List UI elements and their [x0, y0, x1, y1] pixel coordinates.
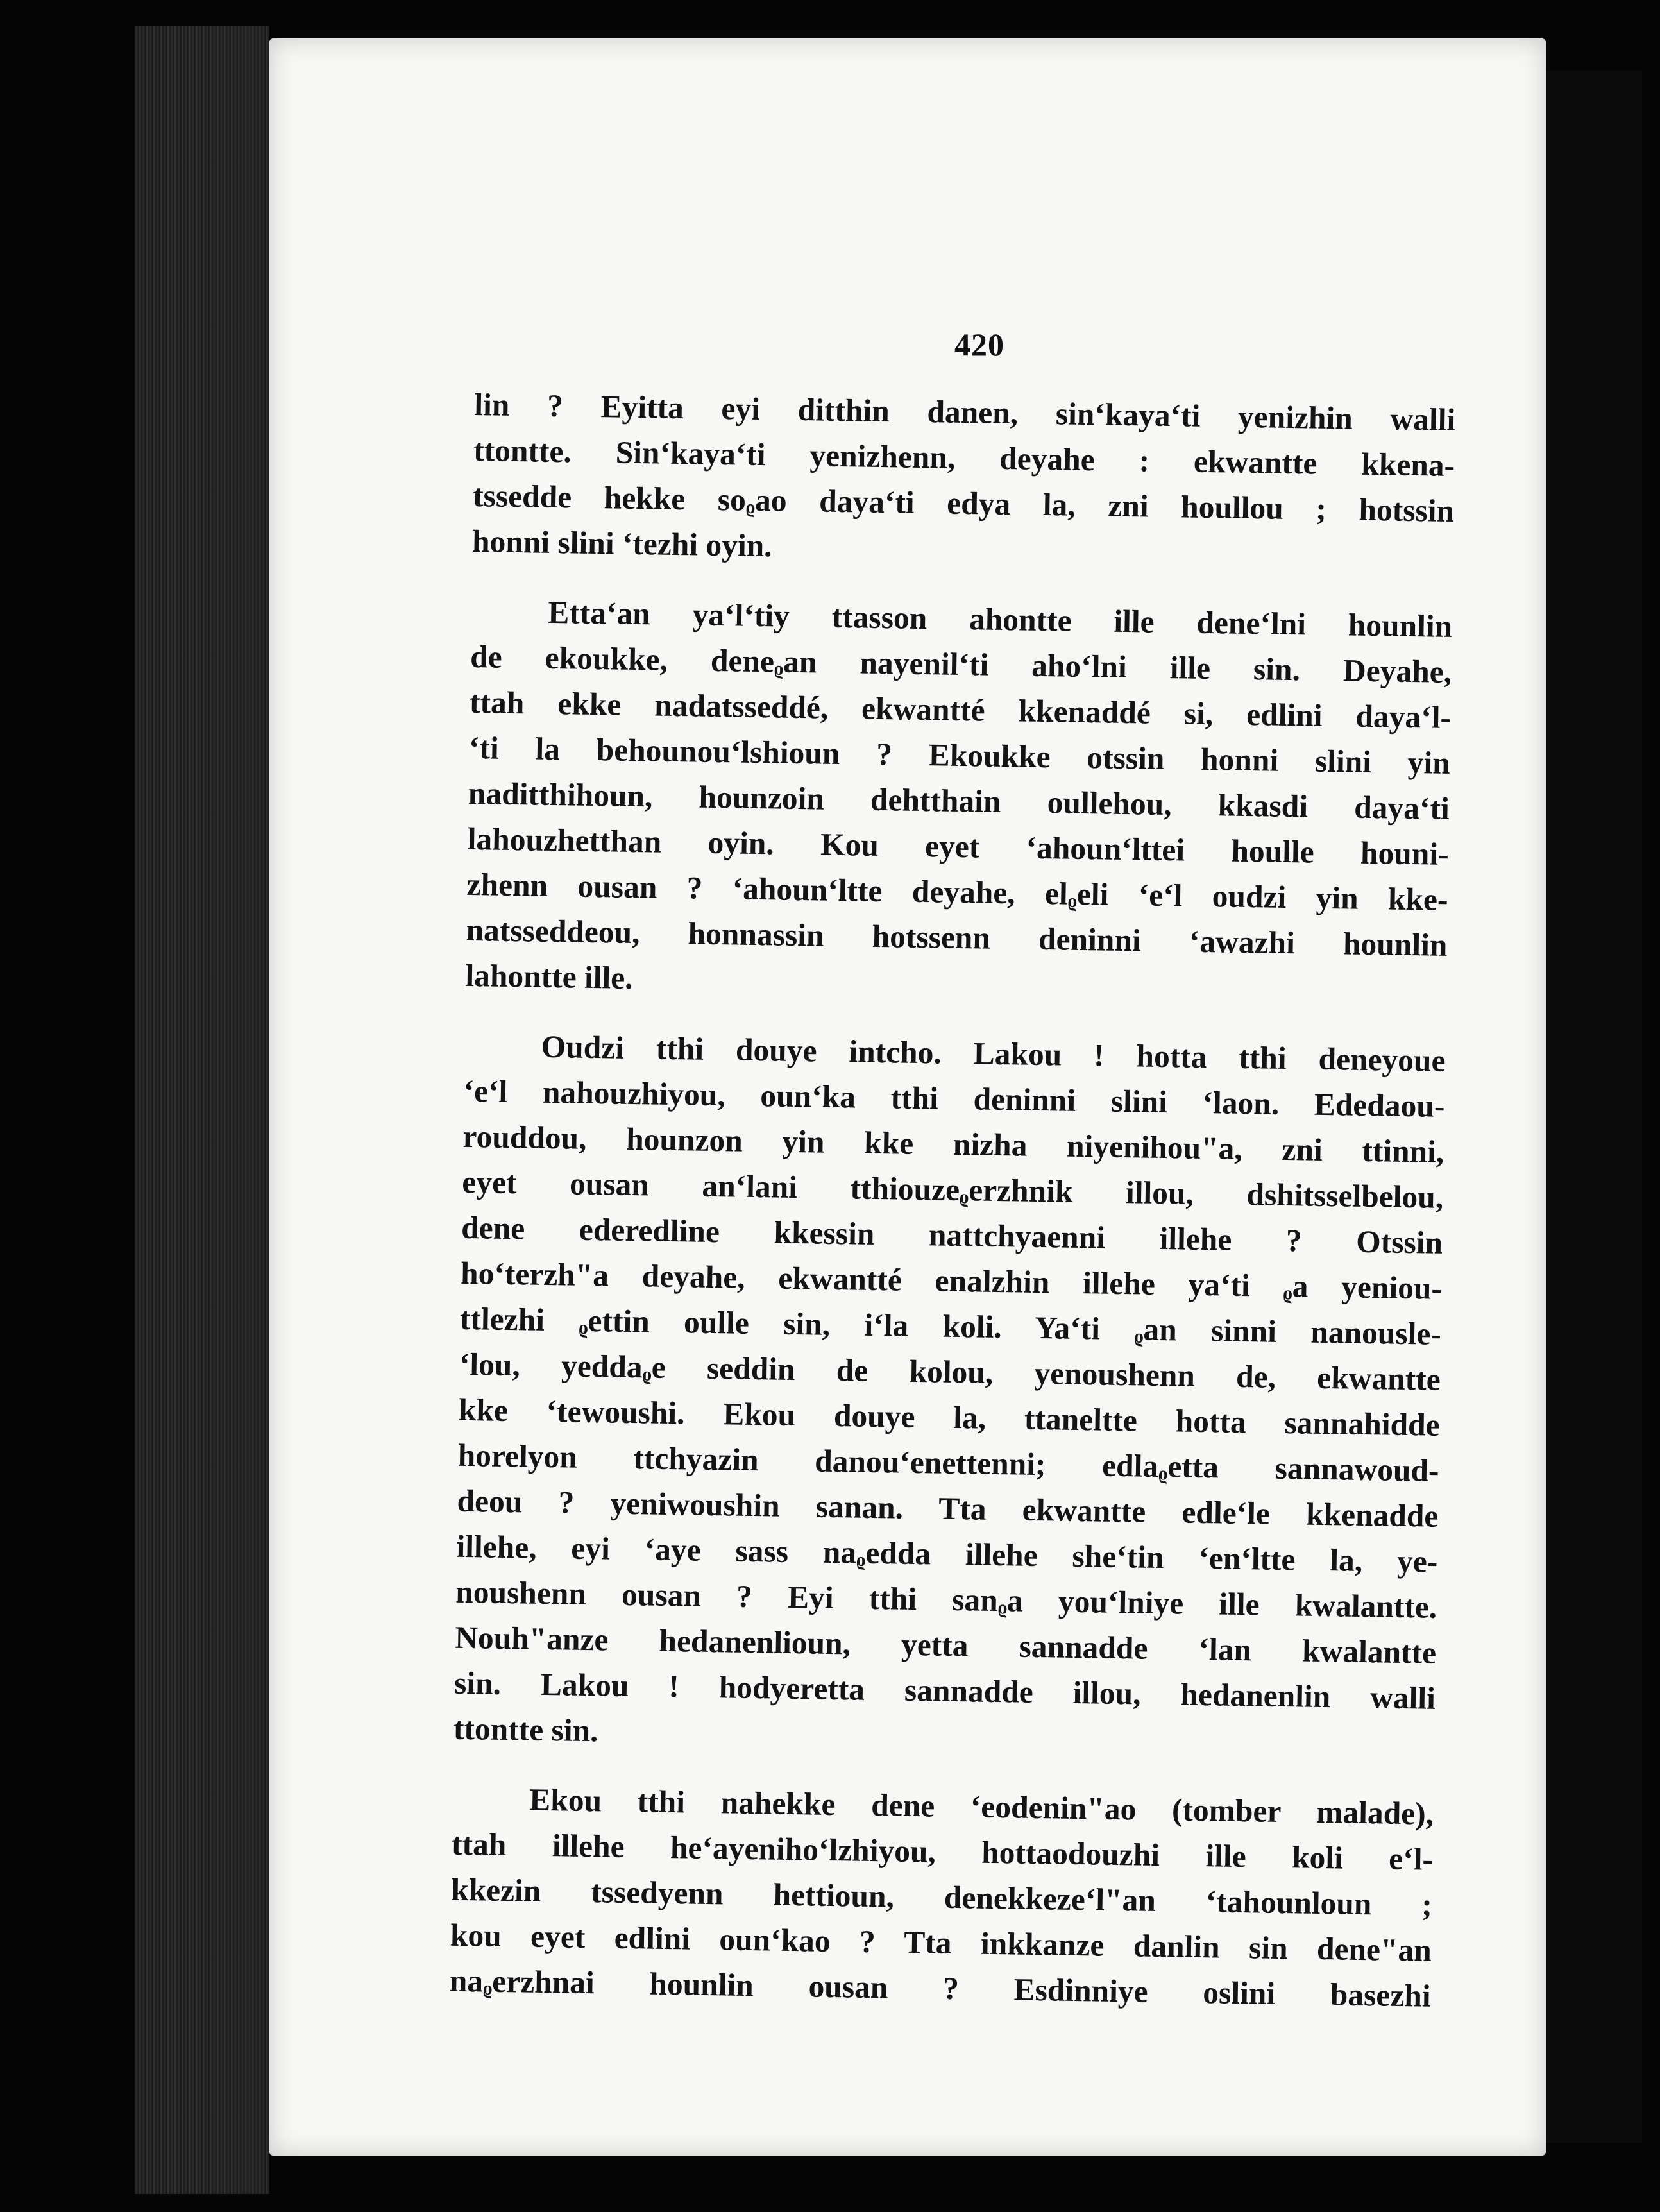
- text-line: ‘lou, yeddaᵨe seddin de kolou, yenoushenn de, ekwantte: [459, 1346, 1441, 1397]
- text-line: ttontte sin.: [453, 1710, 598, 1749]
- text-line: ttah illehe he‘ayeniho‘lzhiyou, hottaodouzhi ille koli e‘l-: [451, 1826, 1434, 1877]
- text-line: eyet ousan an‘lani tthiouzeᵨerzhnik illou, dshitsselbelou,: [461, 1164, 1444, 1215]
- book-page-stack-edge: [135, 26, 269, 2194]
- text-line: horelyon ttchyazin danou‘enettenni; edlaᵨetta sannawoud-: [457, 1437, 1439, 1488]
- text-line: noushenn ousan ? Eyi tthi sanᵨa you‘lniye ille kwalantte.: [455, 1574, 1437, 1625]
- text-line: kou eyet edlini oun‘kao ? Tta inkkanze danlin sin dene"an: [450, 1917, 1432, 1968]
- text-line: ‘e‘l nahouzhiyou, oun‘ka tthi deninni slini ‘laon. Ededaou-: [463, 1073, 1445, 1124]
- text-line: lin ? Eyitta eyi ditthin danen, sin‘kaya‘ti yenizhin walli: [474, 386, 1456, 438]
- page-number: 420: [954, 327, 1004, 362]
- text-line: dene ederedline kkessin nattchyaenni illehe ? Otssin: [461, 1209, 1443, 1261]
- text-line: kke ‘tewoushi. Ekou douye la, ttaneltte hotta sannahidde: [458, 1391, 1441, 1443]
- text-line: naᵨerzhnai hounlin ousan ? Esdinniye oslini basezhi: [449, 1962, 1432, 2014]
- text-line: ttah ekke nadatsseddé, ekwantté kkenaddé si, edlini daya‘l-: [469, 684, 1452, 735]
- text-line: illehe, eyi ‘aye sass naᵨedda illehe she‘tin ‘en‘ltte la, ye-: [456, 1528, 1438, 1579]
- text-line: ho‘terzh"a deyahe, ekwantté enalzhin illehe ya‘ti ᵨa yeniou-: [460, 1255, 1443, 1306]
- body-text: [449, 382, 1456, 2019]
- text-line: kkezin tssedyenn hettioun, denekkeze‘l"an ‘tahounloun ;: [450, 1871, 1433, 1923]
- text-line: ttontte. Sin‘kaya‘ti yenizhenn, deyahe : ekwantte kkena-: [473, 432, 1455, 484]
- text-line: zhenn ousan ? ‘ahoun‘ltte deyahe, elᵨeli ‘e‘l oudzi yin kke-: [466, 866, 1448, 917]
- text-line: natsseddeou, honnassin hotssenn deninni ‘awazhi hounlin: [466, 912, 1448, 963]
- text-line: lahontte ille.: [465, 957, 634, 996]
- text-line: naditthihoun, hounzoin dehtthain oullehou, kkasdi daya‘ti: [468, 775, 1450, 826]
- text-line: lahouzhetthan oyin. Kou eyet ‘ahoun‘lttei houlle houni-: [467, 821, 1450, 872]
- text-line: ‘ti la behounou‘lshioun ? Ekoukke otssin honni slini yin: [468, 729, 1451, 781]
- text-line: rouddou, hounzon yin kke nizha niyenihou"a, zni ttinni,: [462, 1118, 1444, 1170]
- text-line: Nouh"anze hedanenlioun, yetta sannadde ‘lan kwalantte: [454, 1619, 1437, 1671]
- paragraph-4: [449, 1776, 1434, 2019]
- next-page-edge: [1546, 71, 1642, 2143]
- text-line: sin. Lakou ! hodyeretta sannadde illou, hedanenlin walli: [453, 1665, 1436, 1716]
- text-line: Etta‘an ya‘l‘tiy ttasson ahontte ille dene‘lni hounlin: [547, 594, 1453, 644]
- text-line: Oudzi tthi douye intcho. Lakou ! hotta tthi deneyoue: [541, 1028, 1446, 1078]
- text-line: deou ? yeniwoushin sanan. Tta ekwantte edle‘le kkenadde: [457, 1483, 1439, 1534]
- text-line: honni slini ‘tezhi oyin.: [471, 523, 773, 564]
- text-line: ttlezhi ᵨettin oulle sin, i‘la koli. Ya‘ti ᵨan sinni nanousle-: [459, 1300, 1442, 1352]
- text-line: tssedde hekke soᵨao daya‘ti edya la, zni houllou ; hotssin: [472, 477, 1455, 529]
- paragraph-1: [472, 382, 1456, 579]
- paragraph-2: [465, 588, 1453, 1014]
- text-line: de ekoukke, deneᵨan nayenil‘ti aho‘lni ille sin. Deyahe,: [470, 638, 1452, 690]
- paragraph-3: [453, 1023, 1446, 1767]
- text-line: Ekou tthi nahekke dene ‘eodenin"ao (tomber malade),: [529, 1782, 1434, 1832]
